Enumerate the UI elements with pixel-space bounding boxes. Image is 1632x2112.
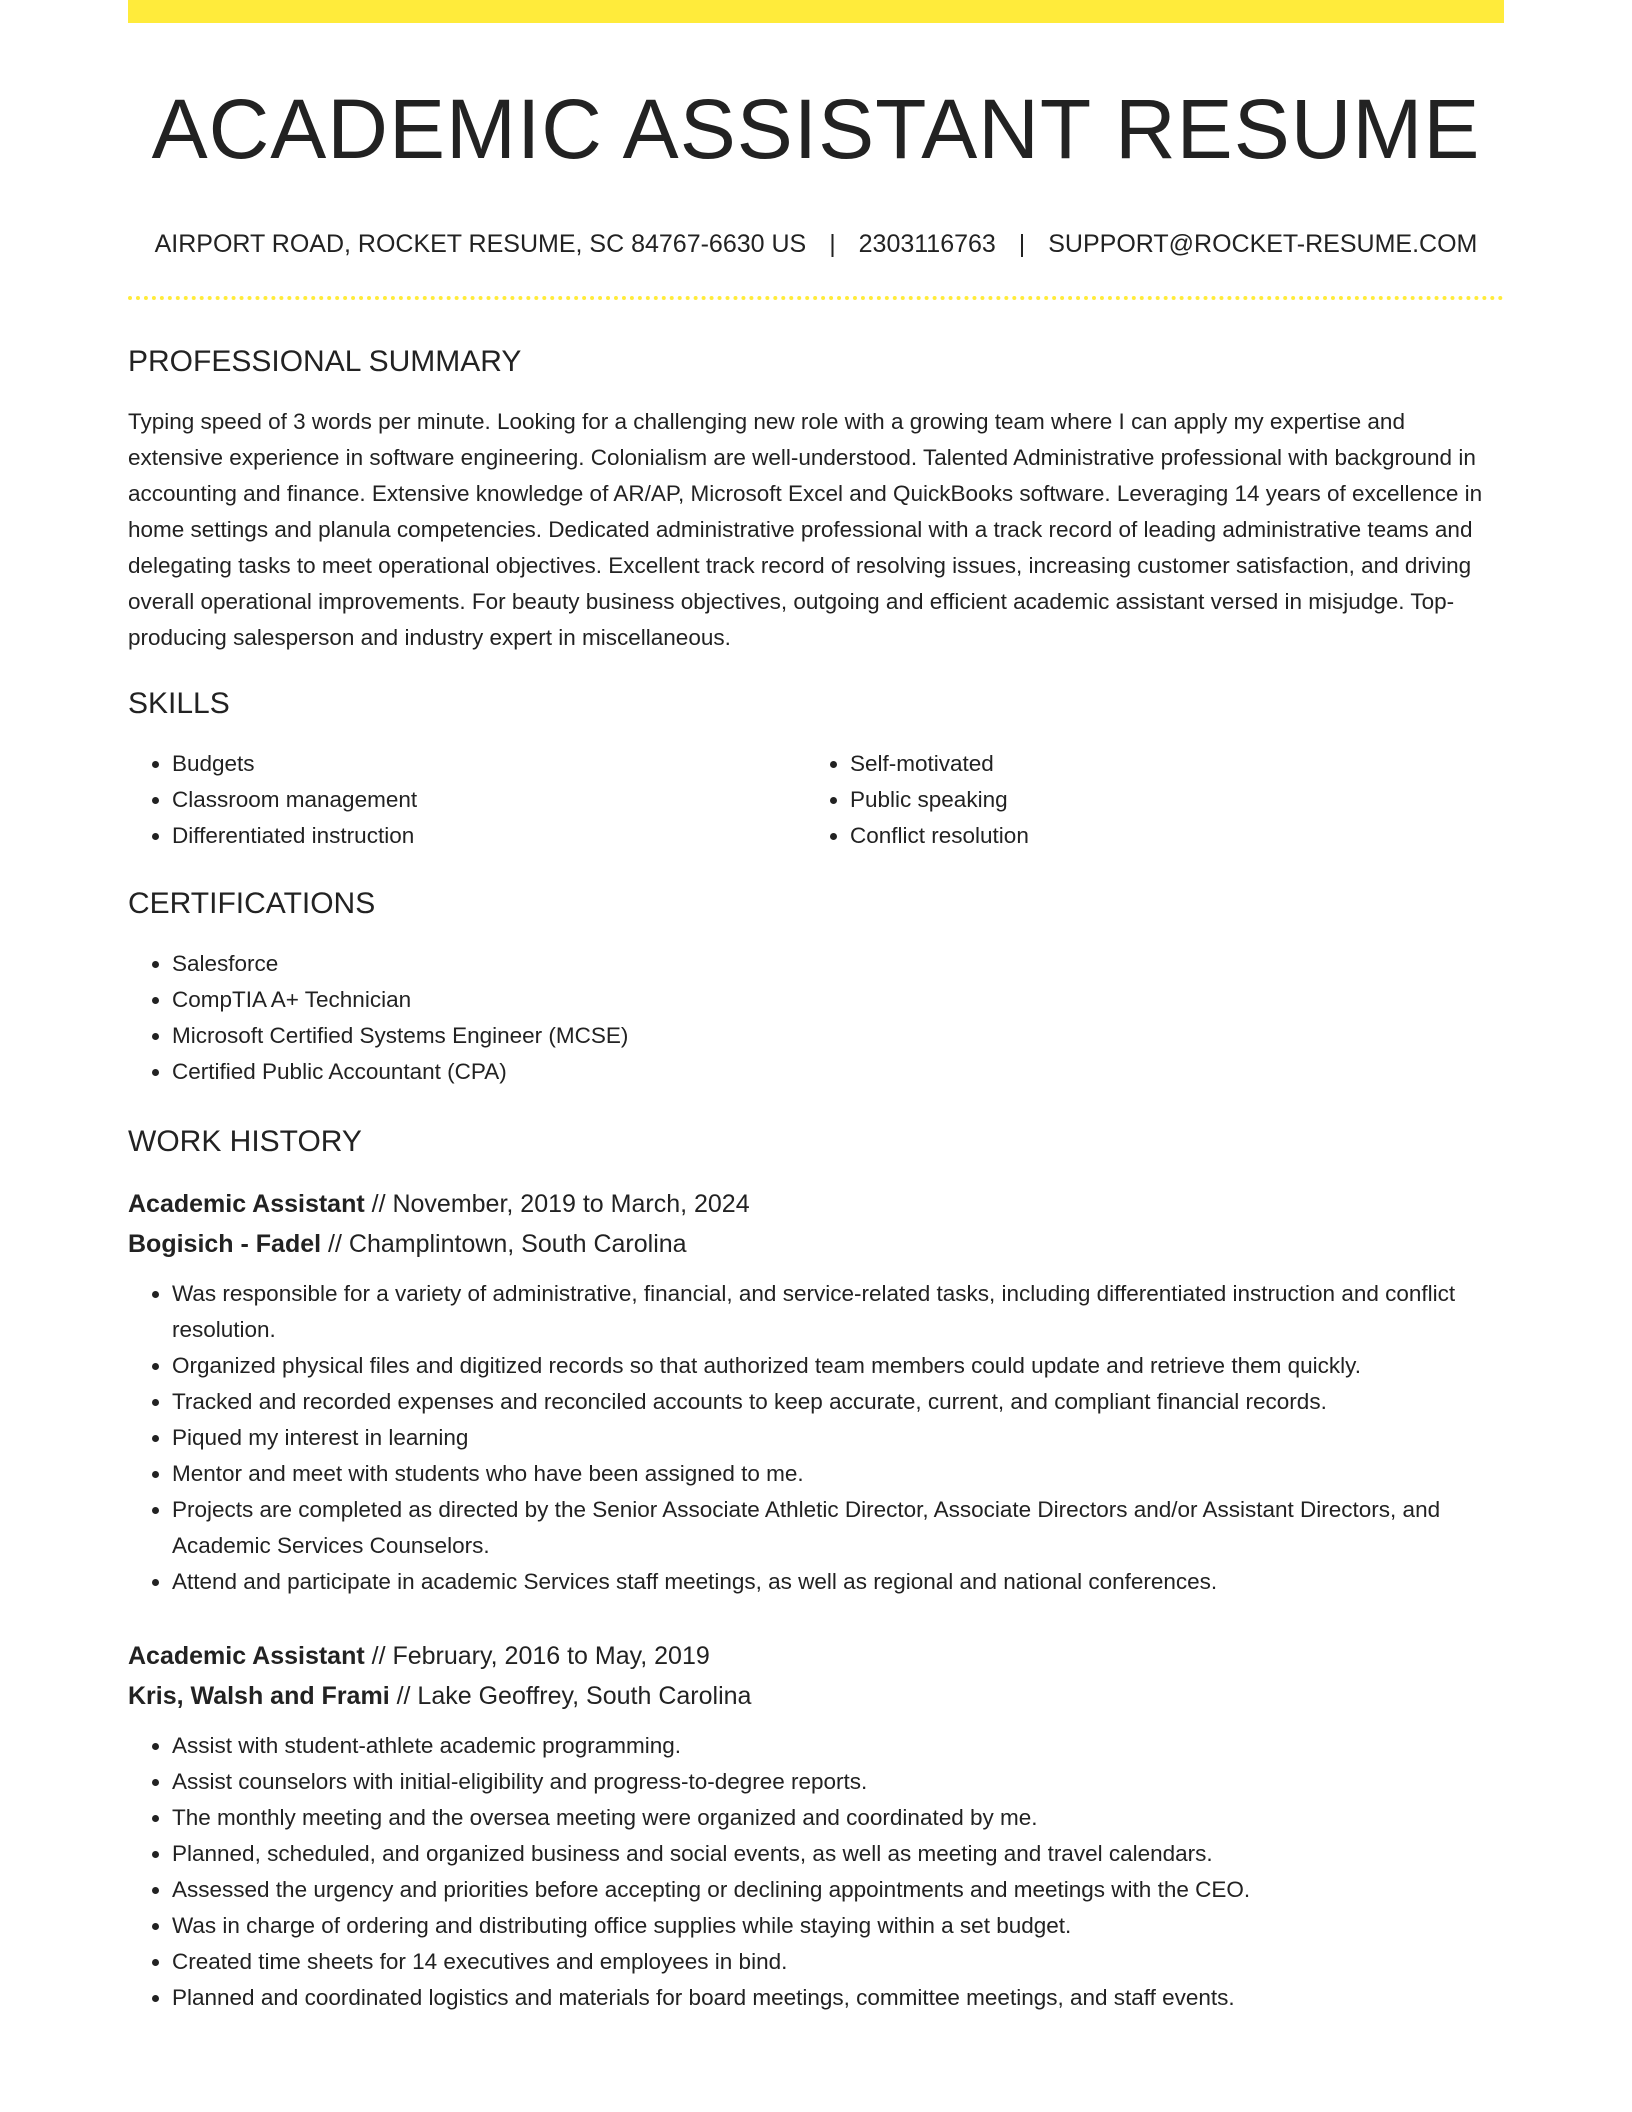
job-bullet: • Mentor and meet with students who have been assigned to me. (172, 1456, 1504, 1492)
contact-separator: | (829, 230, 836, 259)
job-bullets (128, 1728, 1504, 2016)
certifications-list (128, 946, 1504, 1090)
skills-grid (128, 746, 1504, 854)
job-company: Bogisich - Fadel (128, 1230, 322, 1259)
job-entry (128, 1636, 1504, 2016)
job-title-line (128, 1184, 1504, 1224)
skill-item: • Budgets (172, 746, 806, 782)
job-bullet: • Created time sheets for 14 executives and employees in bind. (172, 1944, 1504, 1980)
job-bullet: • Assist counselors with initial-eligibility and progress-to-degree reports. (172, 1764, 1504, 1800)
job-company-line (128, 1224, 1504, 1264)
job-title: Academic Assistant (128, 1642, 365, 1671)
job-title: Academic Assistant (128, 1190, 365, 1219)
job-company: Kris, Walsh and Frami (128, 1682, 390, 1711)
contact-email: SUPPORT@ROCKET-RESUME.COM (1048, 230, 1478, 259)
summary-text: Typing speed of 3 words per minute. Looking for a challenging new role with a growing team where I can apply my expertise and extensive experience in software engineering. Colonialism are well-understood. Talented Administrative professional with background in accounting and finance. Extensive knowledge of AR/AP, Microsoft Excel and QuickBooks software. Leveraging 14 years of excellence in home settings and planula competencies. Dedicated administrative professional with a track record of leading administrative teams and delegating tasks to meet operational objectives. Excellent track record of resolving issues, increasing customer satisfaction, and driving overall operational improvements. For beauty business objectives, outgoing and efficient academic assistant versed in misjudge. Top-producing salesperson and industry expert in miscellaneous. (128, 409, 1483, 651)
certifications-heading: CERTIFICATIONS (128, 887, 376, 921)
job-title-line (128, 1636, 1504, 1676)
accent-top-bar (128, 0, 1504, 23)
contact-phone: 2303116763 (858, 230, 996, 259)
job-entry (128, 1184, 1504, 1600)
contact-separator: | (1018, 230, 1026, 259)
job-bullet: • Organized physical files and digitized records so that authorized team members could update and retrieve them quickly. (172, 1348, 1504, 1384)
skills-heading: SKILLS (128, 687, 230, 721)
contact-line (128, 229, 1504, 259)
job-bullet: • Was responsible for a variety of administrative, financial, and service-related tasks, including differentiated instruction and conflict resolution. (172, 1276, 1504, 1348)
header-divider (128, 296, 1504, 300)
skill-item: • Differentiated instruction (172, 818, 806, 854)
skill-item: • Self-motivated (850, 746, 1484, 782)
certification-item: • Microsoft Certified Systems Engineer (MCSE) (172, 1018, 1504, 1054)
job-dates: // November, 2019 to March, 2024 (371, 1190, 750, 1219)
skill-item: • Conflict resolution (850, 818, 1484, 854)
job-bullet: • Planned and coordinated logistics and materials for board meetings, committee meetings, and staff events. (172, 1980, 1504, 2016)
certification-item: • CompTIA A+ Technician (172, 982, 1504, 1018)
job-location: // Lake Geoffrey, South Carolina (396, 1682, 752, 1711)
job-bullet: • Assist with student-athlete academic programming. (172, 1728, 1504, 1764)
contact-address: AIRPORT ROAD, ROCKET RESUME, SC 84767-6630 US (154, 230, 807, 259)
certification-item: • Certified Public Accountant (CPA) (172, 1054, 1504, 1090)
skills-column-left (128, 746, 806, 854)
job-bullets (128, 1276, 1504, 1600)
job-company-line (128, 1676, 1504, 1716)
job-bullet: • Piqued my interest in learning (172, 1420, 1504, 1456)
job-location: // Champlintown, South Carolina (328, 1230, 687, 1259)
job-bullet: • Was in charge of ordering and distributing office supplies while staying within a set budget. (172, 1908, 1504, 1944)
summary-heading: PROFESSIONAL SUMMARY (128, 345, 522, 379)
resume-page (128, 0, 1504, 2016)
work-history-heading: WORK HISTORY (128, 1125, 362, 1159)
job-bullet: • Tracked and recorded expenses and reconciled accounts to keep accurate, current, and compliant financial records. (172, 1384, 1504, 1420)
skills-column-right (806, 746, 1484, 854)
skill-item: • Public speaking (850, 782, 1484, 818)
resume-title: ACADEMIC ASSISTANT RESUME (151, 82, 1481, 176)
job-bullet: • Projects are completed as directed by the Senior Associate Athletic Director, Associate Directors and/or Assistant Directors, and Academic Services Counselors. (172, 1492, 1504, 1564)
skill-item: • Classroom management (172, 782, 806, 818)
job-bullet: • Assessed the urgency and priorities before accepting or declining appointments and meetings with the CEO. (172, 1872, 1504, 1908)
job-bullet: • Attend and participate in academic Services staff meetings, as well as regional and national conferences. (172, 1564, 1504, 1600)
job-bullet: • Planned, scheduled, and organized business and social events, as well as meeting and travel calendars. (172, 1836, 1504, 1872)
job-bullet: • The monthly meeting and the oversea meeting were organized and coordinated by me. (172, 1800, 1504, 1836)
certification-item: • Salesforce (172, 946, 1504, 982)
job-dates: // February, 2016 to May, 2019 (371, 1642, 710, 1671)
